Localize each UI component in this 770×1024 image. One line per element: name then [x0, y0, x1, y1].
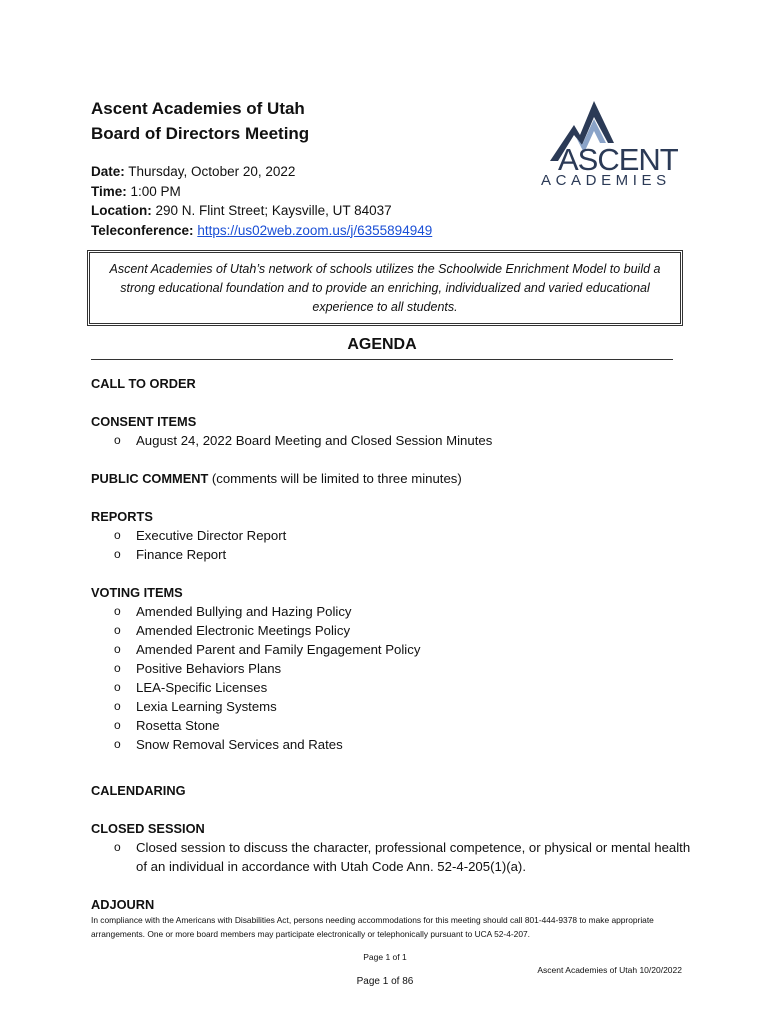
public-comment-title: PUBLIC COMMENT	[91, 471, 209, 486]
meeting-title: Board of Directors Meeting	[91, 124, 310, 143]
teleconference-label: Teleconference:	[91, 222, 194, 238]
bullet-icon: o	[114, 433, 121, 447]
meeting-details	[91, 162, 432, 240]
closed-session-heading: CLOSED SESSION	[91, 821, 205, 836]
outer-page-number: Page 1 of 86	[356, 976, 414, 987]
list-item-text: Finance Report	[136, 547, 227, 562]
teleconference-link[interactable]: https://us02web.zoom.us/j/6355894949	[197, 222, 433, 238]
date-value: Thursday, October 20, 2022	[128, 164, 296, 179]
list-item	[91, 697, 691, 716]
reports-heading: REPORTS	[91, 509, 153, 524]
bullet-icon: o	[114, 642, 121, 656]
location-label: Location:	[91, 203, 152, 218]
list-item-text: Rosetta Stone	[136, 718, 220, 733]
list-item-text: Amended Parent and Family Engagement Policy	[136, 642, 421, 657]
list-item	[91, 735, 691, 754]
list-item-text: Amended Bullying and Hazing Policy	[136, 604, 352, 619]
reports-list	[91, 526, 691, 564]
location-value: 290 N. Flint Street; Kaysville, UT 84037	[155, 203, 392, 218]
consent-items-heading: CONSENT ITEMS	[91, 414, 197, 429]
bullet-icon: o	[114, 623, 121, 637]
time-row	[91, 182, 432, 202]
list-item-text: August 24, 2022 Board Meeting and Closed Session Minutes	[136, 433, 493, 448]
teleconference-row	[91, 221, 432, 241]
public-comment-note: (comments will be limited to three minutes)	[211, 471, 462, 486]
list-item	[91, 526, 691, 545]
time-label: Time:	[91, 183, 127, 199]
list-item-text: Positive Behaviors Plans	[136, 661, 282, 676]
list-item	[91, 431, 691, 450]
voting-items-list	[91, 602, 691, 754]
list-item	[91, 602, 691, 621]
voting-items-heading: VOTING ITEMS	[91, 585, 183, 600]
bullet-icon: o	[114, 604, 121, 618]
bullet-icon: o	[114, 699, 121, 713]
list-item	[91, 621, 691, 640]
mission-statement: Ascent Academies of Utah’s network of schools utilizes the Schoolwide Enrichment Model to build a strong educational foundation and to provide an enriching, individualized and varied educational experience to all students.	[87, 250, 683, 326]
list-item-text: Executive Director Report	[136, 528, 287, 543]
footer-date: Ascent Academies of Utah 10/20/2022	[537, 965, 682, 975]
list-item-text: Amended Electronic Meetings Policy	[136, 623, 351, 638]
list-item-text: Snow Removal Services and Rates	[136, 737, 343, 752]
bullet-icon: o	[114, 718, 121, 732]
bullet-icon: o	[114, 680, 121, 694]
list-item-text: Closed session to discuss the character, professional competence, or physical or mental health of an individual in accordance with Utah Code Ann. 52-4-205(1)(a).	[136, 840, 691, 874]
date-row	[91, 162, 432, 182]
consent-items-list	[91, 431, 691, 450]
date-label: Date:	[91, 164, 125, 179]
title-block	[91, 96, 309, 146]
calendaring-heading: CALENDARING	[91, 783, 186, 798]
list-item-text: Lexia Learning Systems	[136, 699, 277, 714]
time-value: 1:00 PM	[130, 183, 181, 199]
agenda-body	[91, 374, 691, 914]
ada-compliance-note: In compliance with the Americans with Disabilities Act, persons needing accommodations for this meeting should call 801-444-9378 to make appropriate arrangements. One or more board members may participate electronically or telephonically pursuant to UCA 52-4-207.	[91, 915, 654, 939]
closed-session-list	[91, 838, 691, 876]
agenda-heading: AGENDA	[91, 336, 673, 360]
bullet-icon: o	[114, 737, 121, 751]
org-title: Ascent Academies of Utah	[91, 99, 305, 118]
ascent-logo	[536, 95, 686, 195]
bullet-icon: o	[114, 661, 121, 675]
list-item	[91, 716, 691, 735]
call-to-order-heading: CALL TO ORDER	[91, 376, 196, 391]
list-item	[91, 838, 691, 876]
inner-page-number: Page 1 of 1	[363, 952, 407, 962]
list-item	[91, 545, 691, 564]
logo-subtitle: ACADEMIES	[541, 172, 671, 189]
public-comment-heading	[91, 469, 691, 488]
list-item	[91, 659, 691, 678]
adjourn-heading: ADJOURN	[91, 897, 155, 912]
list-item-text: LEA-Specific Licenses	[136, 680, 268, 695]
bullet-icon: o	[114, 528, 121, 542]
bullet-icon: o	[114, 840, 121, 854]
bullet-icon: o	[114, 547, 121, 561]
location-row	[91, 201, 432, 221]
logo-word: ASCENT	[558, 142, 678, 177]
list-item	[91, 640, 691, 659]
list-item	[91, 678, 691, 697]
